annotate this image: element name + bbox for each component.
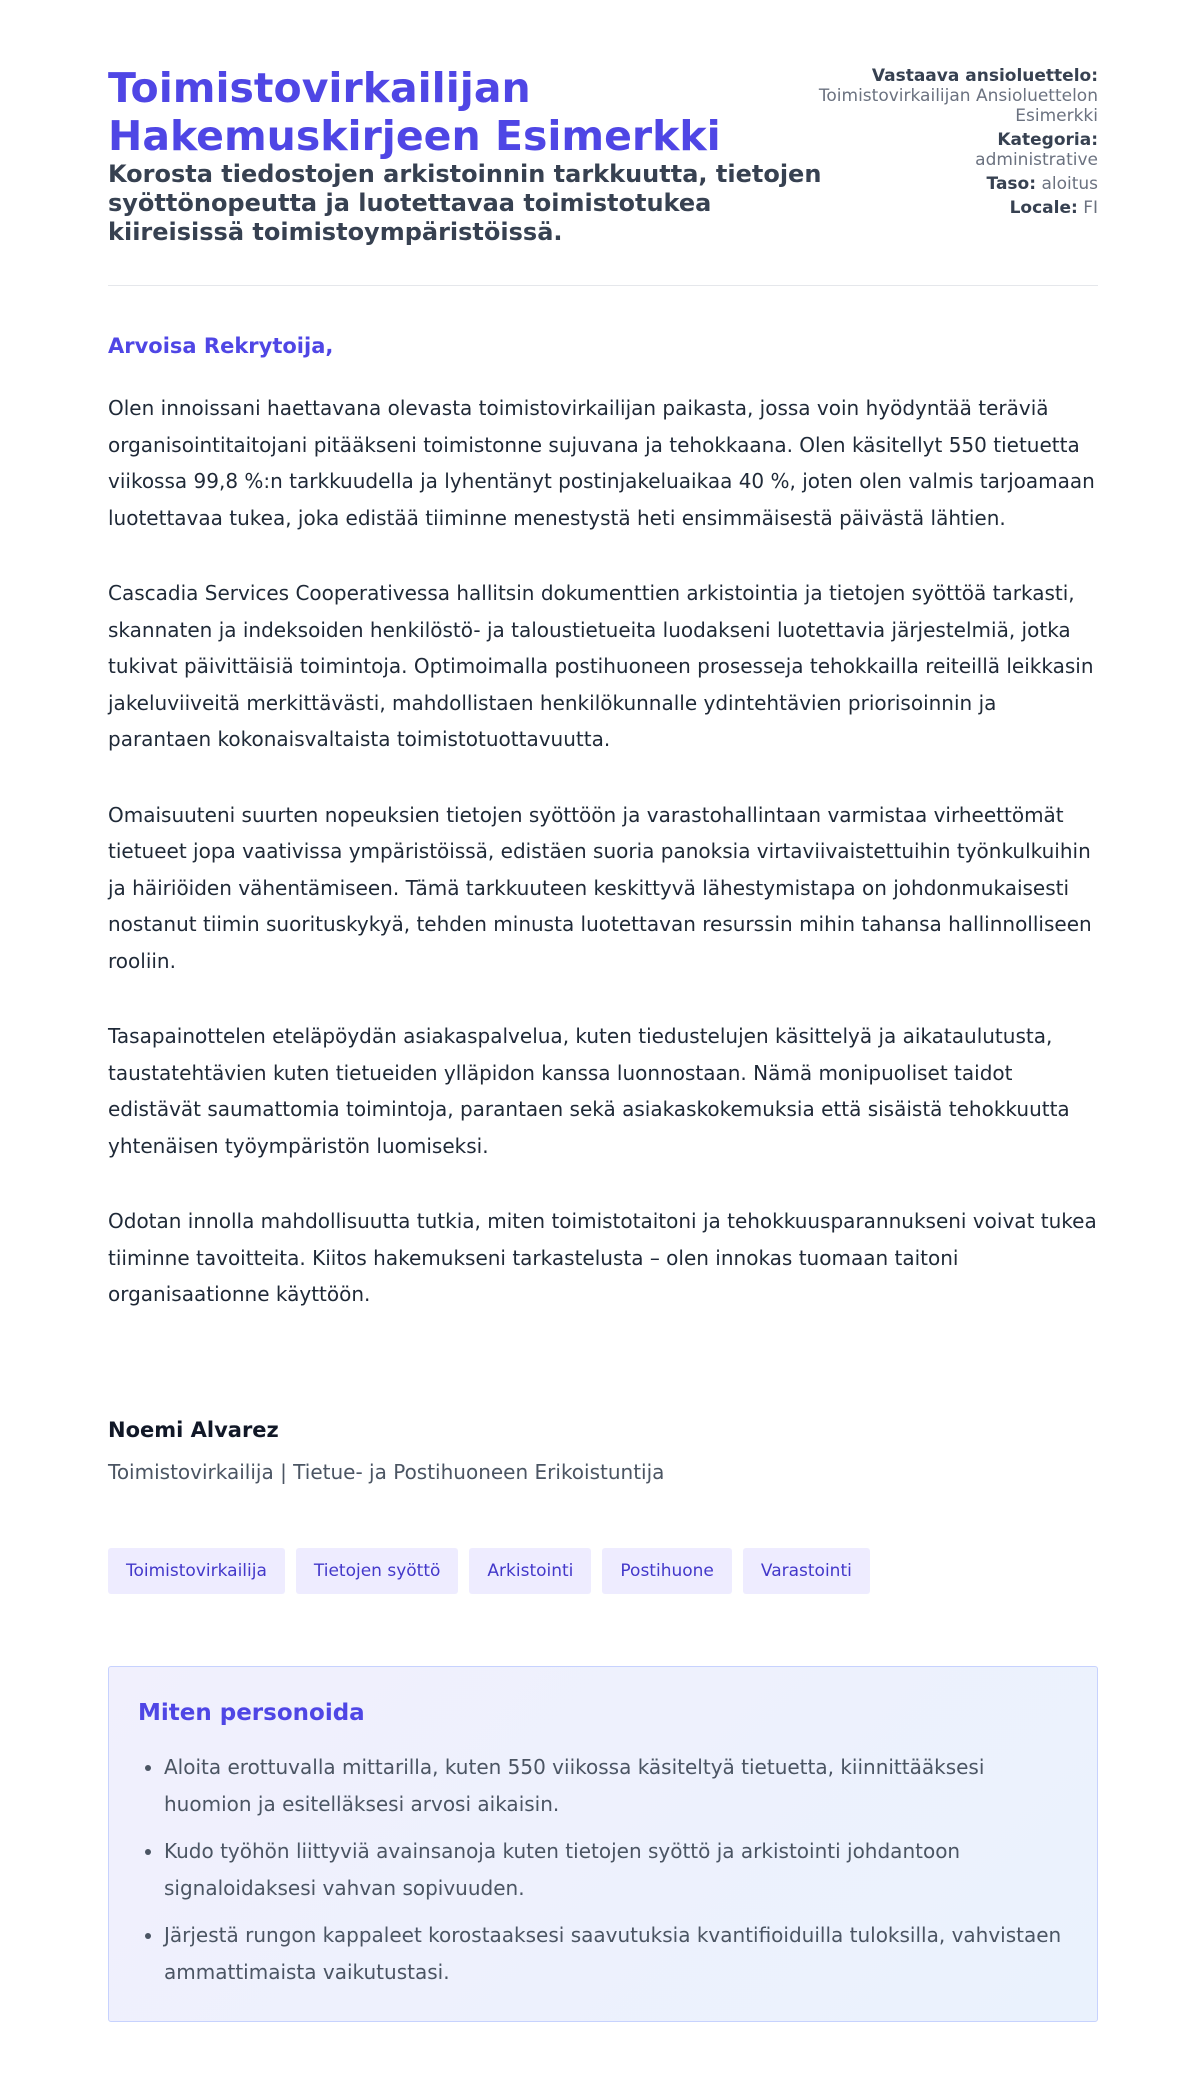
letter-paragraph: Tasapainottelen eteläpöydän asiakaspalvelua, kuten tiedustelujen käsittelyä ja aikataulutusta, taustatehtävien kuten tietueiden ylläpidon kanssa luonnostaan. Nämä monipuoliset taidot edistävät saumattomia toimintoja, parantaen sekä asiakaskokemuksia että sisäistä tehokkuutta yhtenäisen työympäristön luomiseksi. [108,1024,1070,1158]
letter-paragraph: Olen innoissani haettavana olevasta toimistovirkailijan paikasta, jossa voin hyödyntää teräviä organisointitaitojani pitääkseni toimistonne sujuvana ja tehokkaana. Olen käsitellyt 550 tietuetta viikossa 99,8 %:n tarkkuudella ja lyhentänyt postinjakeluaikaa 40 %, joten olen valmis tarjoamaan luotettavaa tukea, joka edistää tiiminne menestystä heti ensimmäisestä päivästä lähtien. [108,396,1095,530]
tips-item: • Aloita erottuvalla mittarilla, kuten 550 viikossa käsiteltyä tietuetta, kiinnittääksesi huomion ja esitelläksesi arvosi aikaisin. [164,1749,1074,1823]
tag-chip[interactable]: Arkistointi [469,1548,591,1594]
meta-category [778,130,1098,170]
meta-locale-label: Locale: [1009,198,1078,218]
meta-locale-value: FI [1083,198,1098,218]
page-header [108,0,1098,286]
meta-category-label: Kategoria: [997,130,1098,150]
tag-chip[interactable]: Tietojen syöttö [296,1548,459,1594]
tips-item: • Kudo työhön liittyviä avainsanoja kuten tietojen syöttö ja arkistointi johdantoon signaloidaksesi vahvan sopivuuden. [164,1833,1074,1907]
tips-item: • Järjestä rungon kappaleet korostaaksesi saavutuksia kvantifioiduilla tuloksilla, vahvistaen ammattimaista vaikutustasi. [164,1917,1074,1991]
meta-resume-label: Vastaava ansioluettelo: [871,66,1098,86]
tag-list [108,1548,870,1594]
tag-chip[interactable]: Varastointi [743,1548,870,1594]
cover-letter-page [108,0,1098,1984]
meta-category-value: administrative [975,150,1098,170]
tag-chip[interactable]: Toimistovirkailija [108,1548,285,1594]
tag-chip[interactable]: Postihuone [602,1548,731,1594]
letter-greeting: Arvoisa Rekrytoija, [108,334,334,358]
page-subtitle: Korosta tiedostojen arkistoinnin tarkkuutta, tietojen syöttönopeutta ja luotettavaa toimistotukea kiireisissä toimistoympäristöissä. [108,160,822,246]
meta-level-label: Taso: [986,174,1037,194]
tips-list [138,1749,1074,2001]
meta-locale [778,198,1098,218]
personalization-tips-box [108,1666,1098,2022]
signature-role: Toimistovirkailija | Tietue- ja Postihuoneen Erikoistuntija [108,1460,665,1484]
meta-level-value: aloitus [1041,174,1098,194]
letter-body [108,390,1098,1352]
meta-panel [778,66,1098,222]
tips-title: Miten personoida [138,1700,365,1726]
signature-block [108,1415,664,1487]
signature-name: Noemi Alvarez [108,1418,279,1442]
page-title: Toimistovirkailijan Hakemuskirjeen Esimerkki [108,64,721,160]
letter-paragraph: Omaisuuteni suurten nopeuksien tietojen syöttöön ja varastohallintaan varmistaa virheettömät tietueet jopa vaativissa ympäristöissä, edistäen suoria panoksia virtaviivaistettuihin työnkulkuihin ja häiriöiden vähentämiseen. Tämä tarkkuuteen keskittyvä lähestymistapa on johdonmukaisesti nostanut tiimin suorituskykyä, tehden minusta luotettavan resurssin mihin tahansa hallinnolliseen rooliin. [108,802,1092,973]
meta-resume [778,66,1098,126]
meta-resume-value[interactable]: Toimistovirkailijan Ansioluettelon Esimerkki [818,86,1098,126]
meta-level [778,174,1098,194]
letter-paragraph: Odotan innolla mahdollisuutta tutkia, miten toimistotaitoni ja tehokkuusparannukseni voivat tukea tiiminne tavoitteita. Kiitos hakemukseni tarkastelusta – olen innokas tuomaan taitoni organisaationne käyttöön. [108,1209,1097,1306]
letter-paragraph: Cascadia Services Cooperativessa hallitsin dokumenttien arkistointia ja tietojen syöttöä tarkasti, skannaten ja indeksoiden henkilöstö- ja taloustietueita luodakseni luotettavia järjestelmiä, jotka tukivat päivittäisiä toimintoja. Optimoimalla postihuoneen prosesseja tehokkailla reiteillä leikkasin jakeluviiveitä merkittävästi, mahdollistaen henkilökunnalle ydintehtävien priorisoinnin ja parantaen kokonaisvaltaista toimistotuottavuutta. [108,581,1094,751]
